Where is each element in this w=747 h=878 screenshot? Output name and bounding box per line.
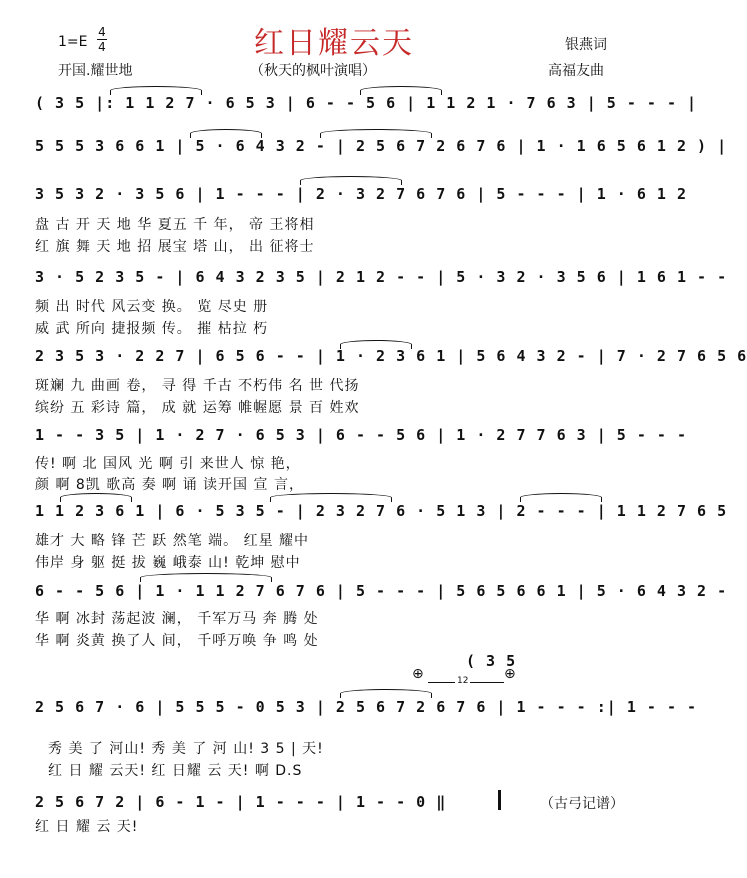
lyrics-row-8-verse-2: 华 啊 炎黄 换了人 间， 千呼万唤 争 鸣 处 <box>35 633 319 649</box>
slur <box>270 493 392 502</box>
notation-row-1: ( 3 5 |: 1 1 2 7 · 6 5 3 | 6 - - 5 6 | 1 1 2 1 · 7 6 3 | 5 - - - | <box>35 94 698 112</box>
lyrics-row-5-verse-1: 斑斓 九 曲画 卷， 寻 得 千古 不朽伟 名 世 代扬 <box>35 378 360 394</box>
lyrics-row-4-verse-2: 威 武 所向 捷报频 传。 摧 枯拉 朽 <box>35 321 269 337</box>
lyrics-row-7-verse-1: 雄才 大 略 锋 芒 跃 然笔 端。 红星 耀中 <box>35 533 310 549</box>
lyrics-row-6-verse-2: 颜 啊 8凯 歌高 奏 啊 诵 读开国 宣 言， <box>35 477 304 493</box>
notation-row-7: 1 1 2 3 6 1 | 6 · 5 3 5 - | 2 3 2 7 6 · 5 1 3 | 2 - - - | 1 1 2 7 6 5 <box>35 502 728 520</box>
transcriber-note: （古弓记谱） <box>540 796 624 812</box>
key-signature: 1=E <box>58 34 88 50</box>
composer: 高福友曲 <box>548 63 604 79</box>
notation-row-3: 3 5 3 2 · 3 5 6 | 1 - - - | 2 · 3 2 7 6 7 6 | 5 - - - | 1 · 6 1 2 <box>35 185 687 203</box>
slur <box>360 86 442 95</box>
lyrics-row-6-verse-1: 传! 啊 北 国风 光 啊 引 来世人 惊 艳， <box>35 456 301 472</box>
coda-sign-right: ⊕ <box>504 666 516 682</box>
notation-row-6: 1 - - 3 5 | 1 · 2 7 · 6 5 3 | 6 - - 5 6 | 1 · 2 7 7 6 3 | 5 - - - <box>35 426 687 444</box>
slur <box>110 86 202 95</box>
notation-row-5: 2 3 5 3 · 2 2 7 | 6 5 6 - - | 1 · 2 3 6 1 | 5 6 4 3 2 - | 7 · 2 7 6 5 6 <box>35 347 747 365</box>
song-title: 红日耀云天 <box>254 26 414 61</box>
coda-sign-left: ⊕ <box>412 666 424 682</box>
notation-row-10: 2 5 6 7 2 | 6 - 1 - | 1 - - - | 1 - - 0 ‖ <box>35 793 447 811</box>
lyrics-row-4-verse-1: 频 出 时代 风云变 换。 览 尽史 册 <box>35 299 269 315</box>
lyrics-row-9-verse-2: 红 日 耀 云天! 红 日耀 云 天! 啊 D.S <box>48 763 303 779</box>
slur <box>340 689 432 698</box>
slur <box>300 176 402 185</box>
lyrics-row-9-verse-1: 秀 美 了 河山! 秀 美 了 河 山! 3 5 | 天! <box>48 741 324 757</box>
lyrics-row-3-verse-1: 盘 古 开 天 地 华 夏五 千 年， 帝 王将相 <box>35 217 315 233</box>
lyrics-row-5-verse-2: 缤纷 五 彩诗 篇， 成 就 运筹 帷幄愿 景 百 姓欢 <box>35 400 360 416</box>
slur <box>520 493 602 502</box>
notation-row-9: 2 5 6 7 · 6 | 5 5 5 - 0 5 3 | 2 5 6 7 2 6 7 6 | 1 - - - :| 1 - - - <box>35 698 698 716</box>
final-barline <box>498 790 501 810</box>
slur <box>60 493 132 502</box>
lyrics-row-10: 红 日 耀 云 天! <box>35 819 139 835</box>
lyrics-row-8-verse-1: 华 啊 冰封 荡起波 澜， 千军万马 奔 腾 处 <box>35 611 319 627</box>
notation-row-8: 6 - - 5 6 | 1 · 1 1 2 7 6 7 6 | 5 - - - | 5 6 5 6 6 1 | 5 · 6 4 3 2 - <box>35 582 728 600</box>
volta-number: 12 <box>457 676 469 686</box>
lyricist: 银燕词 <box>565 37 607 53</box>
slur <box>190 129 262 138</box>
slur <box>320 129 432 138</box>
notation-row-4: 3 · 5 2 3 5 - | 6 4 3 2 3 5 | 2 1 2 - - | 5 · 3 2 · 3 5 6 | 1 6 1 - - <box>35 268 728 286</box>
slur <box>340 340 412 349</box>
repeat-pickup: ( 3 5 <box>466 652 517 670</box>
lyrics-row-7-verse-2: 伟岸 身 躯 挺 拔 巍 峨泰 山! 乾坤 慰中 <box>35 555 301 571</box>
subtitle-left: 开国.耀世地 <box>58 63 133 79</box>
performer: （秋天的枫叶演唱） <box>250 63 376 79</box>
slur <box>140 573 272 582</box>
lyrics-row-3-verse-2: 红 旗 舞 天 地 招 展宝 塔 山， 出 征将士 <box>35 239 315 255</box>
time-signature: 4 4 <box>98 25 106 54</box>
notation-row-2: 5 5 5 3 6 6 1 | 5 · 6 4 3 2 - | 2 5 6 7 2 6 7 6 | 1 · 1 6 5 6 1 2 ) | <box>35 137 728 155</box>
